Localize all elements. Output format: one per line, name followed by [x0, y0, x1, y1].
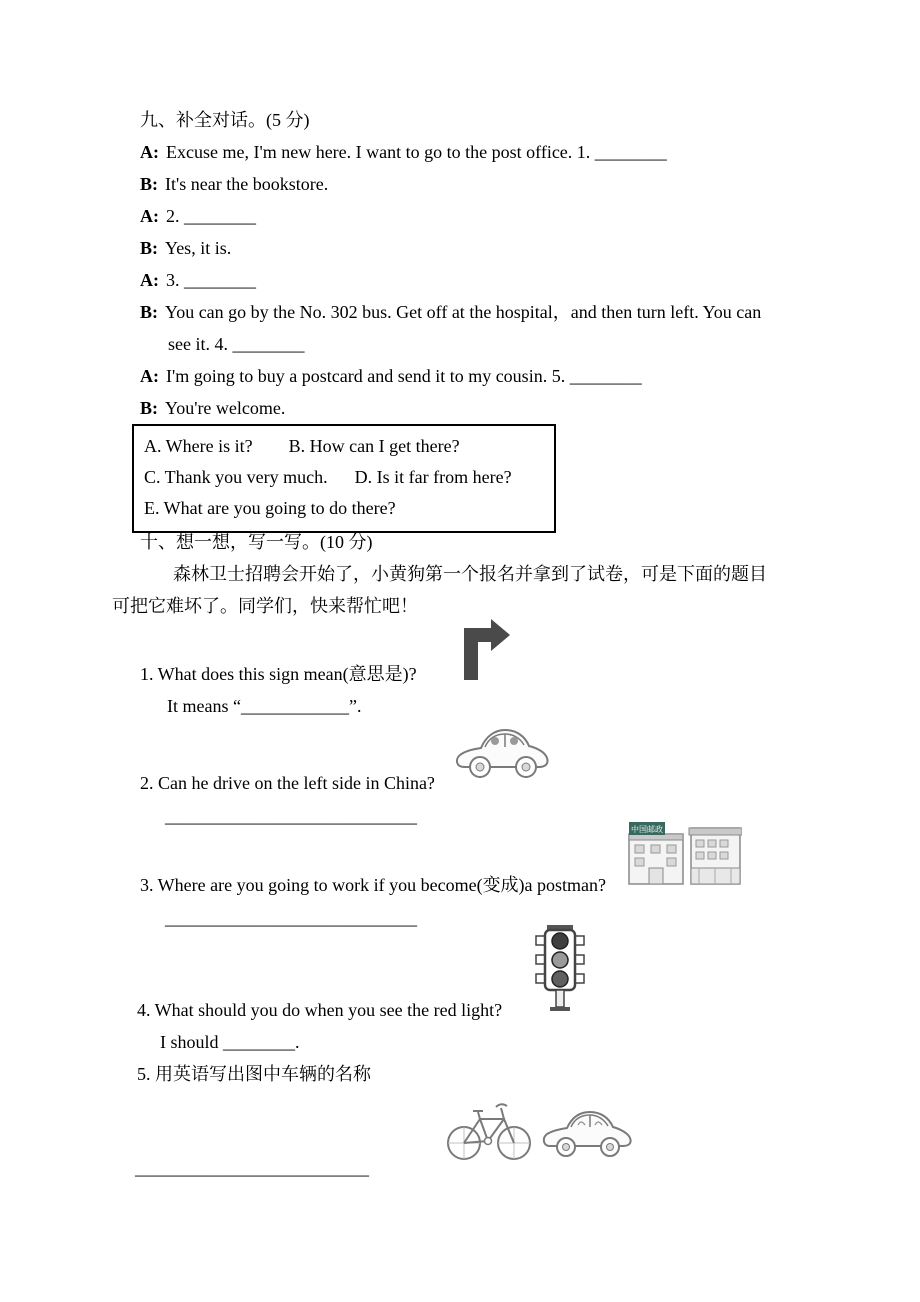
speaker-label: B: — [140, 398, 158, 418]
speaker-label: B: — [140, 238, 158, 258]
dialogue-text: You're welcome. — [165, 398, 286, 418]
question-1: 1. What does this sign mean(意思是)? — [140, 664, 417, 684]
dialogue-text: 2. ________ — [166, 206, 256, 226]
section-10-intro-line: 可把它难坏了。同学们，快来帮忙吧！ — [112, 596, 418, 616]
dialogue-text: Yes, it is. — [165, 238, 232, 258]
dialogue-line — [140, 200, 796, 232]
question-5-answer-blank: __________________________ — [135, 1158, 369, 1178]
car-with-driver-image — [452, 714, 552, 789]
options-box — [132, 424, 556, 533]
question-2: 2. Can he drive on the left side in China? — [140, 773, 435, 793]
speaker-label: A: — [140, 366, 159, 386]
dialogue-line — [140, 168, 796, 200]
dialogue-text: I'm going to buy a postcard and send it to my cousin. 5. ________ — [166, 366, 642, 386]
question-4-answer-line: I should ________. — [160, 1032, 300, 1052]
section-10-intro-line: 森林卫士招聘会开始了，小黄狗第一个报名并拿到了试卷，可是下面的题目 — [173, 564, 767, 584]
dialogue-text: It's near the bookstore. — [165, 174, 329, 194]
section-10-heading: 十、想一想，写一写。(10 分) — [140, 532, 373, 552]
post-office-buildings-icon — [627, 818, 742, 886]
bicycle-icon — [445, 1094, 533, 1162]
dialogue-line — [140, 136, 796, 168]
section-9-heading: 九、补全对话。(5 分) — [140, 110, 310, 130]
dialogue-text: see it. 4. ________ — [168, 334, 305, 354]
question-3: 3. Where are you going to work if you become(变成)a postman? — [140, 875, 607, 895]
traffic-light-image — [530, 924, 590, 1017]
options-line: C. Thank you very much. D. Is it far from here? — [144, 467, 512, 487]
speaker-label: A: — [140, 206, 159, 226]
speaker-label: B: — [140, 302, 158, 322]
speaker-label: A: — [140, 270, 159, 290]
speaker-label: A: — [140, 142, 159, 162]
dialogue-text: 3. ________ — [166, 270, 256, 290]
dialogue-line-continuation — [140, 328, 796, 360]
car-icon — [452, 714, 552, 784]
car-icon — [540, 1100, 635, 1162]
post-office-image — [627, 818, 742, 891]
dialogue-text: You can go by the No. 302 bus. Get off at the hospital，and then turn left. You can — [165, 302, 762, 322]
dialogue-line — [140, 264, 796, 296]
section-9 — [140, 104, 796, 424]
dialogue-line — [140, 296, 796, 328]
turn-right-arrow-icon — [455, 616, 511, 680]
turn-right-sign-image — [455, 616, 511, 685]
question-1-answer-line: It means “____________”. — [167, 696, 362, 716]
dialogue-line — [140, 360, 796, 392]
options-line: E. What are you going to do there? — [144, 498, 396, 518]
bicycle-image — [445, 1094, 533, 1167]
post-office-sign-text: 中国邮政 — [631, 825, 663, 834]
small-car-image — [540, 1100, 635, 1167]
speaker-label: B: — [140, 174, 158, 194]
question-2-answer-blank: ____________________________ — [165, 806, 417, 826]
options-line: A. Where is it? B. How can I get there? — [144, 436, 460, 456]
question-3-answer-blank: ____________________________ — [165, 908, 417, 928]
question-5: 5. 用英语写出图中车辆的名称 — [137, 1064, 371, 1084]
question-4: 4. What should you do when you see the red light? — [137, 1000, 503, 1020]
traffic-light-icon — [530, 924, 590, 1012]
dialogue-line — [140, 392, 796, 424]
dialogue-text: Excuse me, I'm new here. I want to go to the post office. 1. ________ — [166, 142, 667, 162]
dialogue-line — [140, 232, 796, 264]
